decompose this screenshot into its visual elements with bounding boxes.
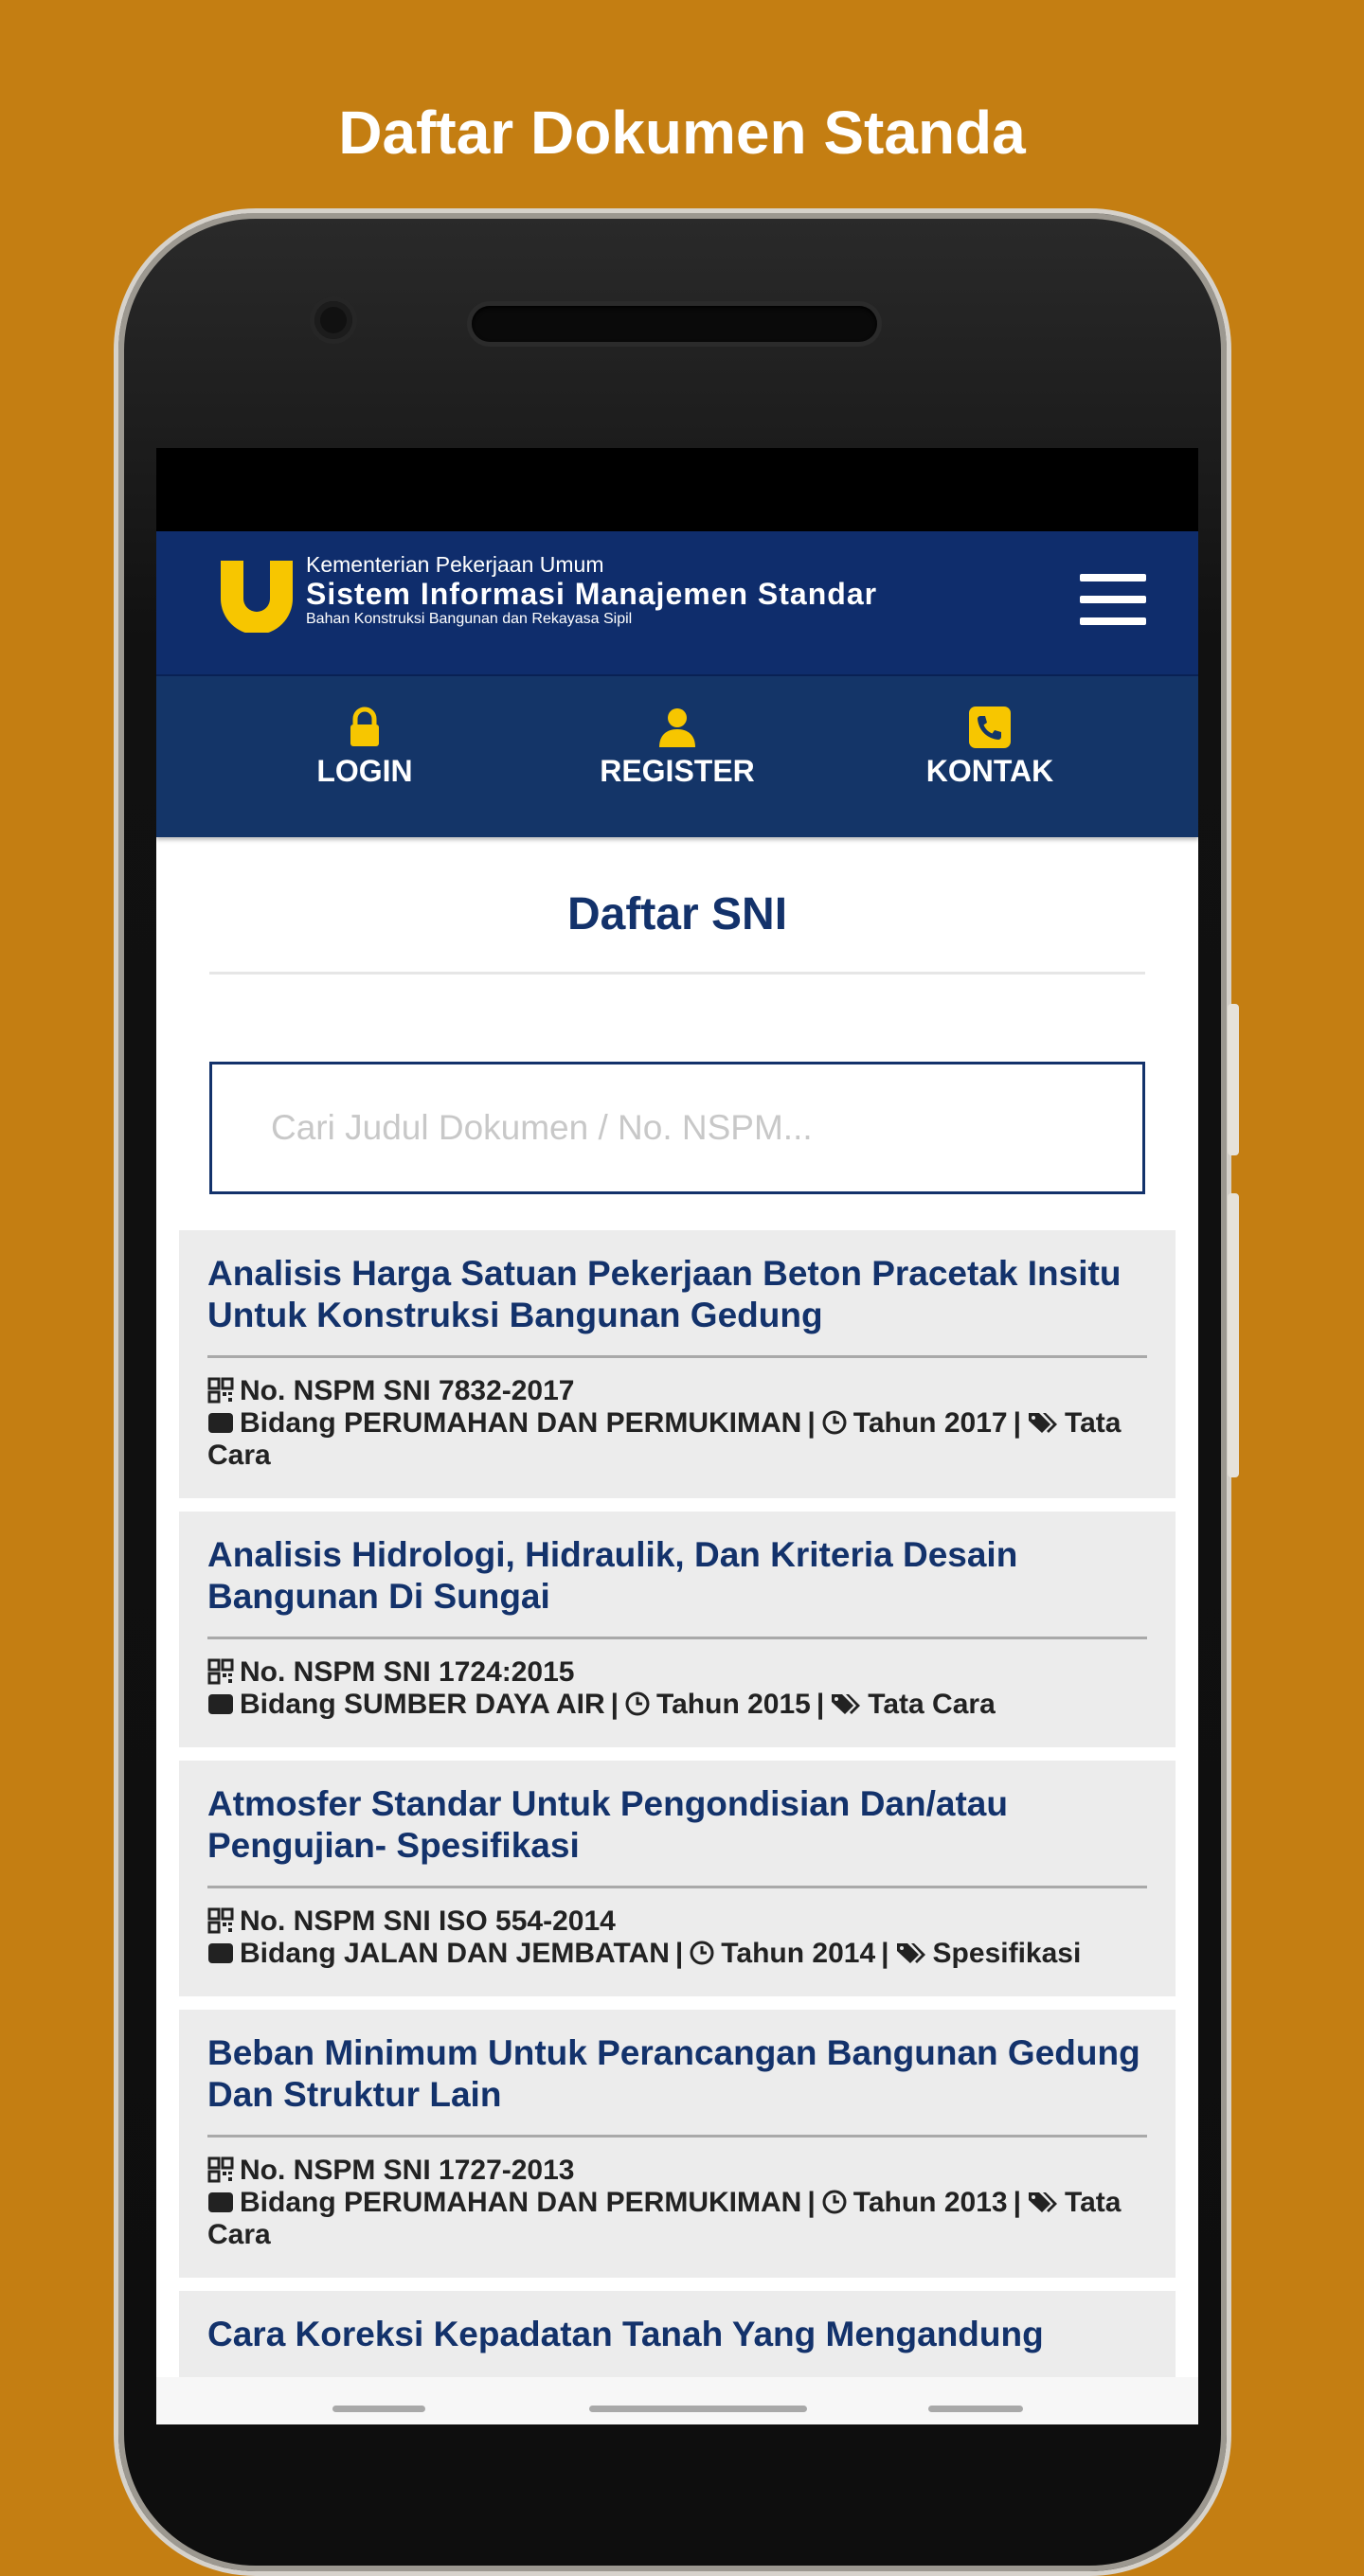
user-icon [656,707,698,748]
document-bidang: Bidang JALAN DAN JEMBATAN [240,1938,670,1969]
document-number: No. NSPM SNI 7832-2017 [240,1375,575,1406]
clock-icon [821,1409,848,1436]
document-bidang: Bidang SUMBER DAYA AIR [240,1689,605,1720]
document-meta: No. NSPM SNI ISO 554-2014 Bidang JALAN DAN JEMBATAN | Tahun 2014 | Spesifikasi [207,1905,1147,1970]
divider [207,2135,1147,2138]
clock-icon [624,1690,651,1717]
search-input[interactable] [209,1062,1145,1194]
lock-icon [344,707,386,748]
document-tahun: Tahun 2017 [852,1407,1008,1439]
document-number: No. NSPM SNI 1727-2013 [240,2155,575,2186]
nav-login[interactable] [208,676,521,790]
brand-ministry: Kementerian Pekerjaan Umum [306,552,604,577]
tags-icon [895,1940,927,1966]
document-bidang: Bidang PERUMAHAN DAN PERMUKIMAN [240,1407,802,1439]
document-kategori: Tata Cara [207,2187,1122,2250]
front-camera [314,301,352,339]
divider [207,1637,1147,1639]
document-title[interactable]: Atmosfer Standar Untuk Pengondisian Dan/atau Pengujian- Spesifikasi [207,1784,1008,1865]
earpiece-speaker [472,306,877,342]
document-tahun: Tahun 2013 [852,2187,1008,2218]
document-list [179,1230,1176,2382]
title-divider [209,972,1145,975]
document-number: No. NSPM SNI ISO 554-2014 [240,1905,616,1937]
document-meta: No. NSPM SNI 1727-2013 Bidang PERUMAHAN DAN PERMUKIMAN | Tahun 2013 | Tata Cara [207,2155,1122,2250]
nav-back-handle[interactable] [332,2406,425,2412]
nav-home-handle[interactable] [589,2406,807,2412]
document-meta: No. NSPM SNI 1724:2015 Bidang SUMBER DAYA AIR | Tahun 2015 | Tata Cara [207,1656,1147,1721]
app-header [156,531,1198,676]
document-title[interactable]: Analisis Hidrologi, Hidraulik, Dan Kriteria Desain Bangunan Di Sungai [207,1535,1018,1616]
clock-icon [689,1940,715,1966]
document-meta: No. NSPM SNI 7832-2017 Bidang PERUMAHAN DAN PERMUKIMAN | Tahun 2017 | Tata Cara [207,1375,1122,1471]
phone-icon [969,707,1011,748]
nav-kontak-label: KONTAK [925,754,1054,788]
tags-icon [1027,2189,1059,2215]
book-icon [207,1409,234,1436]
tags-icon [1027,1409,1059,1436]
divider [207,1355,1147,1358]
book-icon [207,2189,234,2215]
qrcode-icon [207,1658,234,1685]
document-title[interactable]: Beban Minimum Untuk Perancangan Bangunan Gedung Dan Struktur Lain [207,2033,1140,2114]
list-item[interactable] [179,1230,1176,1498]
divider [207,1886,1147,1888]
page-title: Daftar SNI [566,889,788,939]
brand-block [306,552,877,628]
qrcode-icon [207,1377,234,1404]
document-kategori: Spesifikasi [932,1938,1082,1969]
list-item[interactable] [179,1512,1176,1747]
book-icon [207,1940,234,1966]
document-number: No. NSPM SNI 1724:2015 [240,1656,575,1688]
brand-system-name: Sistem Informasi Manajemen Standar [306,577,878,611]
document-kategori: Tata Cara [207,1407,1122,1471]
list-item[interactable] [179,2010,1176,2278]
qrcode-icon [207,2156,234,2183]
top-nav [156,676,1198,837]
document-title[interactable]: Analisis Harga Satuan Pekerjaan Beton Pracetak Insitu Untuk Konstruksi Bangunan Gedung [207,1254,1122,1334]
phone-side-button [1228,1193,1239,1477]
tags-icon [830,1690,862,1717]
document-tahun: Tahun 2015 [656,1689,811,1720]
book-icon [207,1690,234,1717]
nav-register[interactable] [521,676,834,790]
clock-icon [821,2189,848,2215]
list-item[interactable] [179,1761,1176,1996]
system-nav-bar [156,2377,1198,2424]
brand-tagline: Bahan Konstruksi Bangunan dan Rekayasa Sipil [306,611,633,627]
document-tahun: Tahun 2014 [721,1938,876,1969]
pu-logo [217,557,296,633]
nav-login-label: LOGIN [316,754,413,788]
app-screen [156,448,1198,2424]
nav-register-label: REGISTER [600,754,755,788]
menu-icon[interactable] [1080,574,1146,625]
phone-side-button [1228,1004,1239,1155]
document-bidang: Bidang PERUMAHAN DAN PERMUKIMAN [240,2187,802,2218]
document-title[interactable]: Cara Koreksi Kepadatan Tanah Yang Mengandung [207,2315,1044,2353]
nav-recents-handle[interactable] [928,2406,1023,2412]
qrcode-icon [207,1907,234,1934]
list-item[interactable] [179,2291,1176,2382]
main-content [156,837,1198,2382]
promo-title: Daftar Dokumen Standa [338,98,1026,167]
document-kategori: Tata Cara [868,1689,996,1720]
nav-kontak[interactable] [834,676,1146,790]
status-bar [156,448,1198,531]
